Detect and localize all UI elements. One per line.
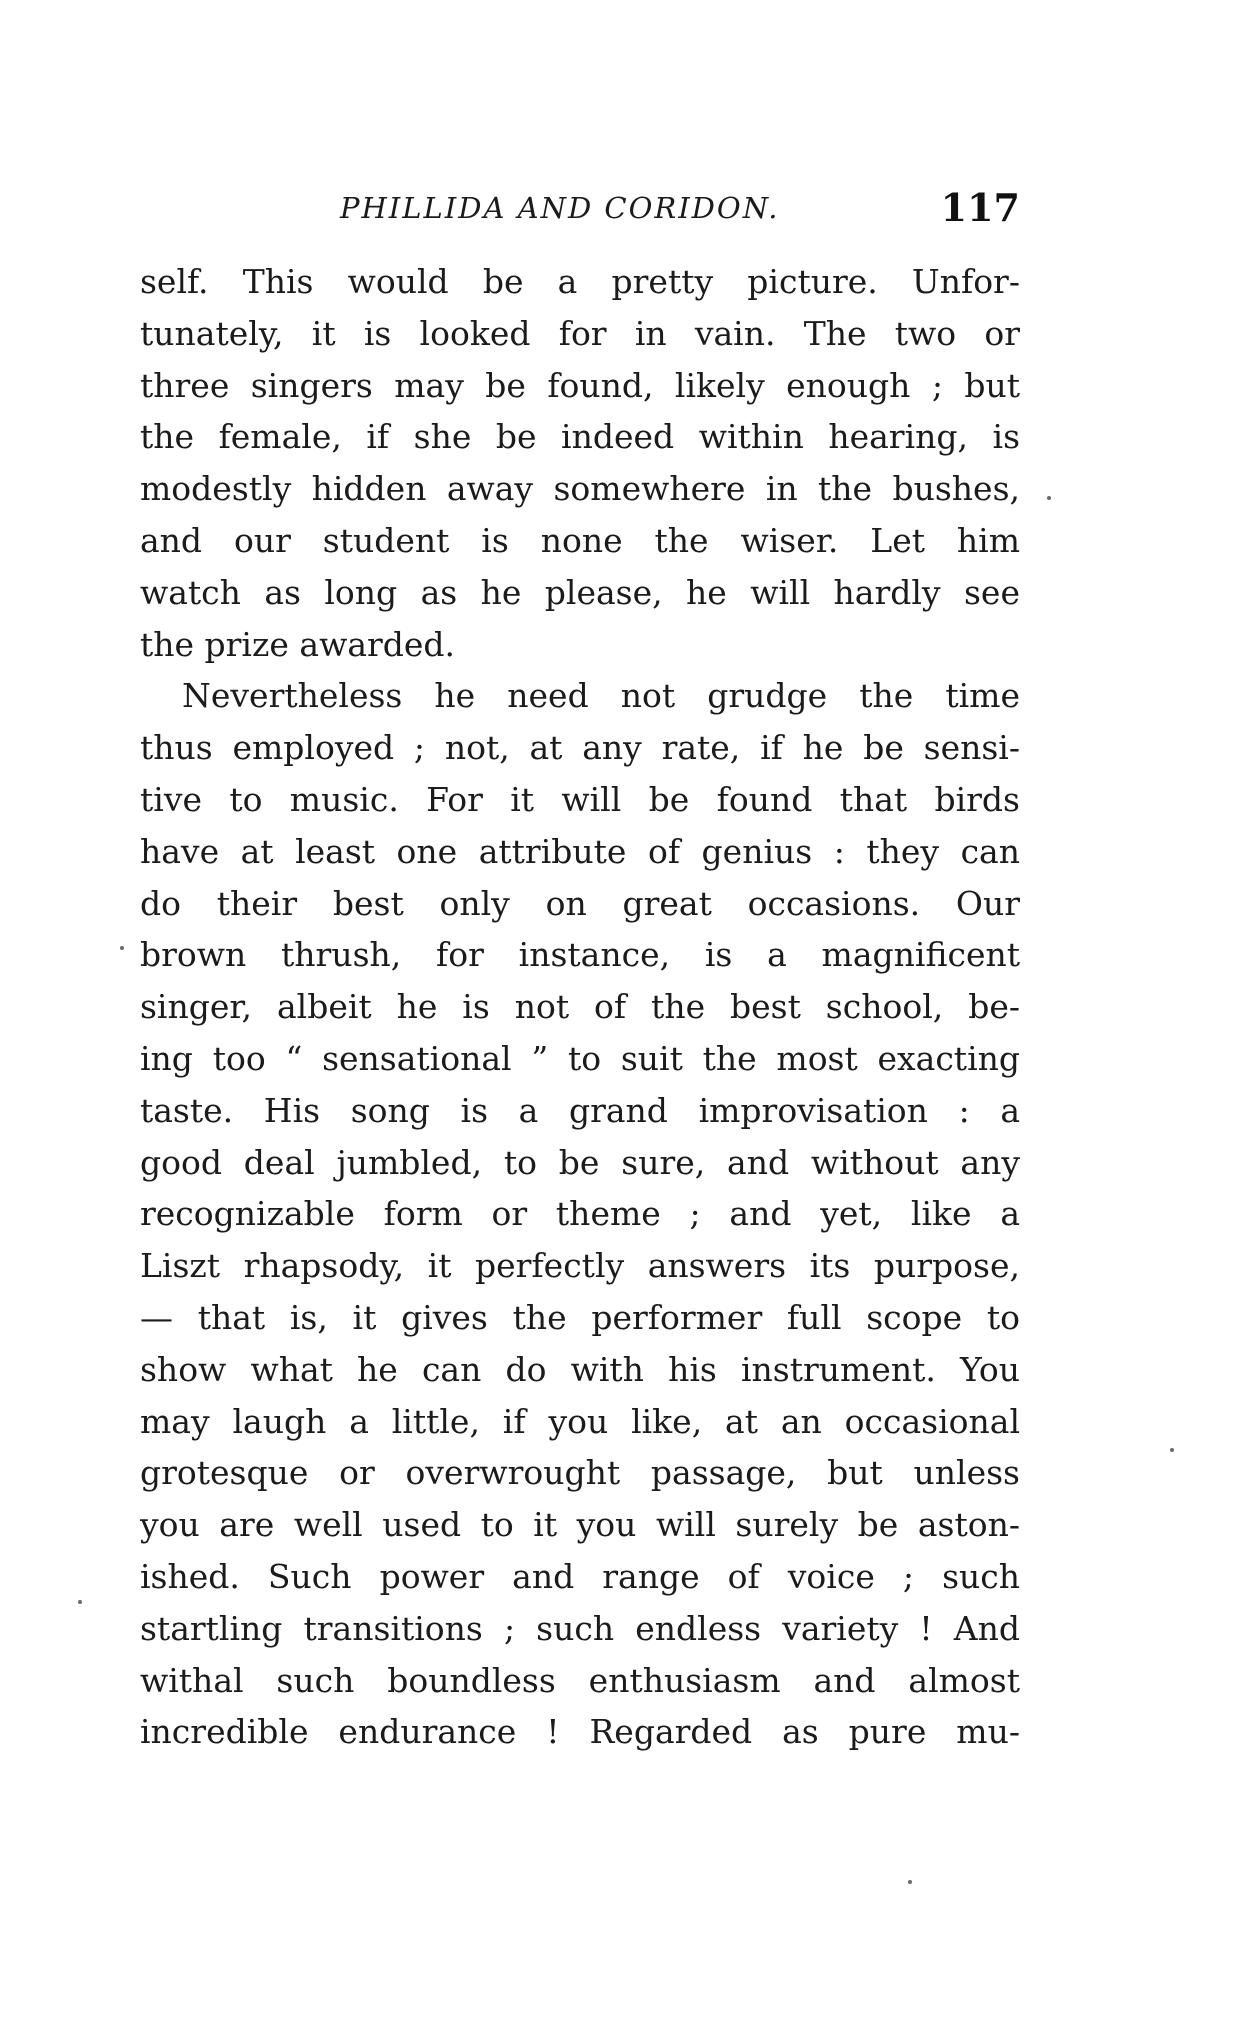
text-line: singer, albeit he is not of the best school, be- — [140, 987, 1020, 1027]
body-text — [140, 256, 1020, 1758]
text-line: brown thrush, for instance, is a magnificent — [140, 935, 1020, 975]
text-line: do their best only on great occasions. Our — [140, 883, 1020, 923]
ink-speck — [1047, 496, 1051, 500]
running-title: PHILLIDA AND CORIDON. — [340, 191, 780, 225]
text-line: thus employed ; not, at any rate, if he be sensi- — [140, 728, 1020, 768]
page-number: 117 — [940, 185, 1020, 230]
text-line: and our student is none the wiser. Let him — [140, 520, 1020, 560]
ink-speck — [908, 1880, 912, 1884]
ink-speck — [78, 1600, 82, 1604]
text-line: three singers may be found, likely enough ; but — [140, 365, 1020, 405]
text-line: taste. His song is a grand improvisation : a — [140, 1090, 1020, 1130]
text-line: — that is, it gives the performer full scope to — [140, 1297, 1020, 1337]
ink-speck — [1170, 1448, 1174, 1452]
text-line: modestly hidden away somewhere in the bushes, — [140, 469, 1020, 509]
text-line: show what he can do with his instrument. You — [140, 1349, 1020, 1389]
text-line: ing too “ sensational ” to suit the most exacting — [140, 1038, 1020, 1078]
text-line: may laugh a little, if you like, at an occasional — [140, 1401, 1020, 1441]
text-line: ished. Such power and range of voice ; such — [140, 1556, 1020, 1596]
paragraph — [140, 670, 1020, 1758]
text-line: Nevertheless he need not grudge the time — [182, 676, 1020, 716]
text-line: self. This would be a pretty picture. Unfor- — [140, 262, 1020, 301]
text-line: tunately, it is looked for in vain. The two or — [140, 313, 1020, 353]
page-header — [140, 186, 1020, 230]
text-line: startling transitions ; such endless variety ! And — [140, 1608, 1020, 1648]
text-line: withal such boundless enthusiasm and almost — [140, 1660, 1020, 1700]
text-line: the prize awarded. — [140, 624, 456, 664]
text-line: the female, if she be indeed within hearing, is — [140, 417, 1020, 457]
text-line: good deal jumbled, to be sure, and without any — [140, 1142, 1020, 1182]
text-line: incredible endurance ! Regarded as pure mu- — [140, 1712, 1020, 1752]
paragraph — [140, 256, 1020, 670]
text-line: recognizable form or theme ; and yet, like a — [140, 1194, 1020, 1234]
text-line: watch as long as he please, he will hardly see — [140, 572, 1020, 612]
text-line: you are well used to it you will surely be aston- — [140, 1505, 1020, 1545]
text-line: tive to music. For it will be found that birds — [140, 779, 1020, 819]
ink-speck — [120, 946, 124, 950]
text-line: grotesque or overwrought passage, but unless — [140, 1453, 1020, 1493]
text-line: have at least one attribute of genius : they can — [140, 831, 1020, 871]
text-line: Liszt rhapsody, it perfectly answers its purpose, — [140, 1246, 1020, 1286]
